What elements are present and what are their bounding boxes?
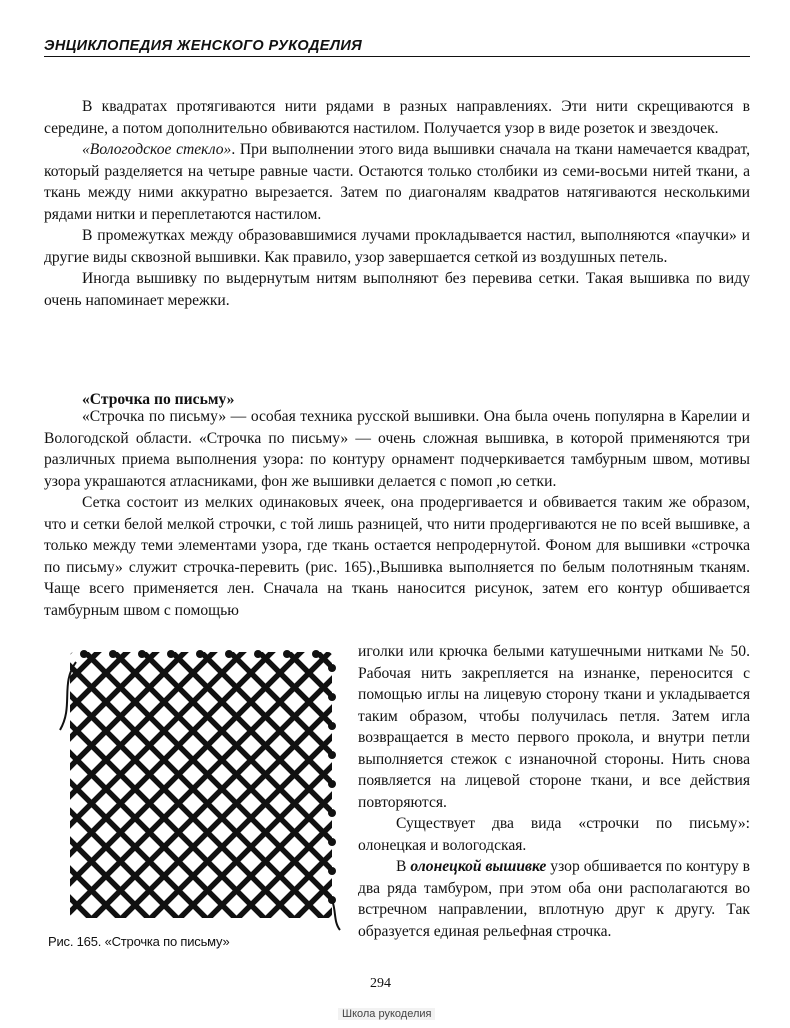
paragraph-merezhki: Иногда вышивку по выдернутым нитям выполняют без перевива сетки. Такая вышивка по виду очень напоминает мережки. xyxy=(44,270,750,309)
net-loop xyxy=(328,867,336,875)
net-loop xyxy=(283,650,291,658)
net-strand xyxy=(347,644,348,934)
net-loop xyxy=(109,650,117,658)
olonets-text: узор обшивается по контуру в два ряда тамбуром, при этом оба они располагаются во встречном направлении, вплотную друг к другу. Так образуется единая рельефная строчка. xyxy=(358,858,750,940)
net-loop xyxy=(138,650,146,658)
net-strand xyxy=(144,644,348,934)
paragraph-two-types: Существует два вида «строчки по письму»: олонецкая и вологодская. xyxy=(358,815,750,854)
net-loop xyxy=(225,650,233,658)
vologda-glass-text: . При выполнении этого вида вышивки сначала на ткани намечается квадрат, который разделяется на четыре равные части. Остаются только столбики из семи-восьми нитей ткани, а ткань между ними аккуратно вырезается. Затем по диагоналям квадратов натягиваются несколькими рядами нитки и переплетаются настилом. xyxy=(44,141,750,223)
net-strand xyxy=(57,644,348,934)
figure-caption: Рис. 165. «Строчка по письму» xyxy=(48,934,230,949)
net-strand xyxy=(48,644,126,934)
net-loop xyxy=(328,780,336,788)
net-loop xyxy=(328,751,336,759)
watermark: Школа рукоделия xyxy=(338,1008,435,1020)
section-heading: «Строчка по письму» xyxy=(82,391,235,408)
term-olonets: олонецкой вышивке xyxy=(410,858,547,875)
net-loop xyxy=(254,650,262,658)
page-number: 294 xyxy=(370,976,391,991)
net-strand xyxy=(337,644,348,934)
net-loop xyxy=(196,650,204,658)
paragraph-spiders: В промежутках между образовавшимися лучами прокладывается настил, выполняются «паучки» и другие виды сквозной вышивки. Как правило, узор завершается сеткой из воздушных петель. xyxy=(44,227,750,266)
paragraph-technique: иголки или крючка белыми катушечными нитками № 50. Рабочая нить закрепляется на изнанке, переносится с помощью иглы на лицевую сторону ткани и укладывается таким образом, чтобы получилась петля. Затем игла возвращается в место первого прокола, и внутри петли выполняется стежок с изнаночной стороны. Нить снова появляется на лицевой стороне ткани, и все действия повторяются. xyxy=(358,643,750,811)
net-loop xyxy=(312,650,320,658)
net-strand xyxy=(48,644,49,934)
body-text-wrap xyxy=(358,641,750,942)
figure-165-net xyxy=(48,644,348,934)
net-loop xyxy=(328,693,336,701)
net-strand xyxy=(48,644,213,934)
paragraph-olonets xyxy=(358,856,750,942)
paragraph-strochka-intro: «Строчка по письму» — особая техника русской вышивки. Она была очень популярна в Карелии и Вологодской области. «Строчка по письму» — очень сложная вышивка, в которой применяются три различных приема выполнения узора: по контуру орнамент подчеркивается тамбурным швом, мотивы узора украшаются атласниками, фон же вышивки делается с помоп ,ю сетки. xyxy=(44,408,750,490)
net-loop xyxy=(328,809,336,817)
olonets-lead: В xyxy=(396,858,411,875)
net-strand xyxy=(48,644,155,934)
net-loop xyxy=(328,722,336,730)
net-illustration xyxy=(48,644,348,934)
net-strand xyxy=(260,644,348,934)
net-loop xyxy=(80,650,88,658)
term-vologda-glass: «Вологодское стекло» xyxy=(82,141,232,158)
net-loop xyxy=(328,664,336,672)
paragraph-rosettes: В квадратах протягиваются нити рядами в разных направлениях. Эти нити скрещиваются в середине, а потом дополнительно обвиваются настилом. Получается узор в виде розеток и звездочек. xyxy=(44,98,750,137)
paragraph-vologda-glass xyxy=(44,139,750,225)
net-strand xyxy=(48,644,242,934)
net-loop xyxy=(328,838,336,846)
net-strand xyxy=(48,644,68,934)
net-loop xyxy=(167,650,175,658)
section-strochka xyxy=(44,391,750,621)
body-text-top xyxy=(44,96,750,311)
paragraph-setka: Сетка состоит из мелких одинаковых ячеек, она продергивается и обвивается таким же образом, что и сетки белой мелкой строчки, с той лишь разницей, что нити продергиваются не по всей вышивке, а только между теми элементами узора, где ткань остается непродернутой. Фоном для вышивки «строчка по письму» служит строчка-перевить (рис. 165).,Вышивка выполняется по белым полотняным тканям. Чаще всего применяется лен. Сначала на ткань наносится рисунок, затем его контур обшивается тамбурным швом с помощью xyxy=(44,494,750,619)
running-head: ЭНЦИКЛОПЕДИЯ ЖЕНСКОГО РУКОДЕЛИЯ xyxy=(44,38,750,57)
net-strand xyxy=(308,644,348,934)
net-strand xyxy=(279,644,348,934)
